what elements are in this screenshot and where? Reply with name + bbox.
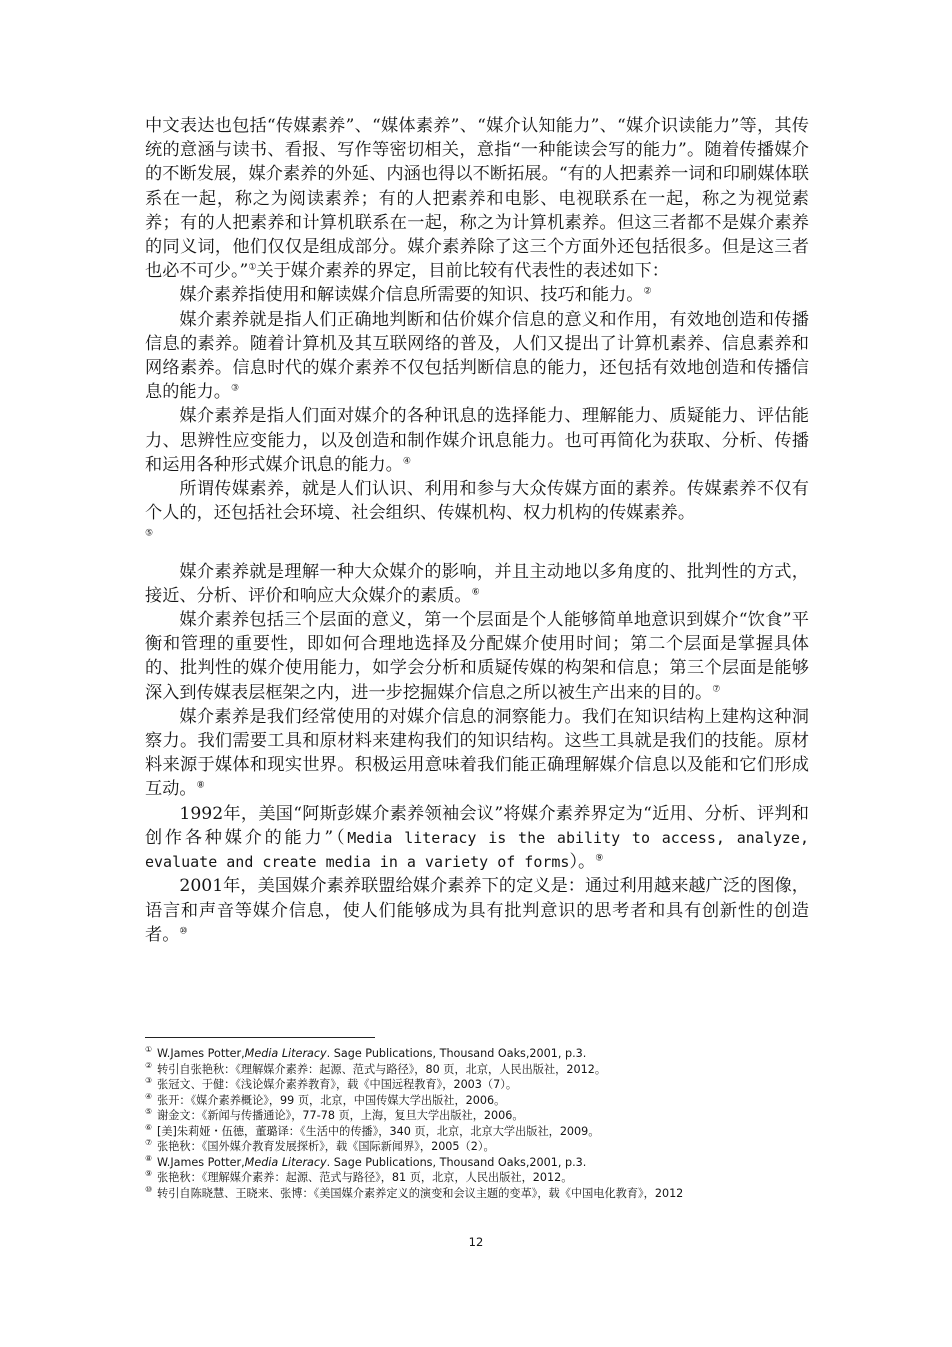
footnote: ② 转引自张艳秋：《理解媒介素养：起源、范式与路径》，80 页，北京，人民出版社，2012。 bbox=[145, 1060, 607, 1076]
definition-paragraph: 2001年，美国媒介素养联盟给媒介素养下的定义是：通过利用越来越广泛的图像，语言和声音等媒介信息，使人们能够成为具有批判意识的思考者和具有创新性的创造者。⑩ bbox=[145, 876, 809, 945]
footnote-ref-4[interactable]: ④ bbox=[402, 456, 411, 467]
footnote-ref-8[interactable]: ⑧ bbox=[196, 780, 205, 791]
footnote-ref-7[interactable]: ⑦ bbox=[712, 683, 721, 694]
footnote: ⑩ 转引自陈晓慧、王晓来、张博：《美国媒介素养定义的演变和会议主题的变革》，载《中国电化教育》，2012 bbox=[145, 1184, 684, 1200]
footnote-ref-2[interactable]: ② bbox=[643, 286, 652, 297]
footnote-ref-6[interactable]: ⑥ bbox=[471, 587, 480, 598]
definition-paragraph: 媒介素养是指人们面对媒介的各种讯息的选择能力、理解能力、质疑能力、评估能力、思辨性应变能力，以及创造和制作媒介讯息能力。也可再简化为获取、分析、传播和运用各种形式媒介讯息的能力。④ bbox=[145, 406, 809, 475]
definition-paragraph: 媒介素养包括三个层面的意义，第一个层面是个人能够简单地意识到媒介“饮食”平衡和管理的重要性，即如何合理地选择及分配媒介使用时间；第二个层面是掌握具体的、批判性的媒介使用能力，如学会分析和质疑传媒的构架和信息；第三个层面是能够深入到传媒表层框架之内，进一步挖掘媒介信息之所以被生产出来的目的。⑦ bbox=[145, 610, 809, 703]
footnote: ⑧ W.James Potter,Media Literacy. Sage Publications, Thousand Oaks,2001, p.3. bbox=[145, 1153, 587, 1169]
footnote: ① W.James Potter,Media Literacy. Sage Publications, Thousand Oaks,2001, p.3. bbox=[145, 1045, 587, 1060]
footnote: ⑦ 张艳秋：《国外媒介教育发展探析》，载《国际新闻界》，2005（2）。 bbox=[145, 1138, 495, 1153]
footnote-ref-10[interactable]: ⑩ bbox=[179, 925, 188, 936]
footnote-ref-9[interactable]: ⑨ bbox=[595, 853, 604, 864]
book-title: Media Literacy bbox=[244, 1047, 327, 1060]
footnote: ④ 张开：《媒介素养概论》，99 页，北京，中国传媒大学出版社，2006。 bbox=[145, 1091, 506, 1107]
footnote-ref-5[interactable]: ⑤ bbox=[145, 528, 154, 539]
definition-paragraph: 媒介素养指使用和解读媒介信息所需要的知识、技巧和能力。② bbox=[179, 285, 652, 306]
definition-paragraph: 所谓传媒素养，就是人们认识、利用和参与大众传媒方面的素养。传媒素养不仅有个人的，还包括社会环境、社会组织、传媒机构、权力机构的传媒素养。 ⑤ bbox=[145, 479, 809, 539]
definition-paragraph: 媒介素养就是理解一种大众媒介的影响，并且主动地以多角度的、批判性的方式，接近、分析、评价和响应大众媒介的素质。⑥ bbox=[145, 561, 809, 606]
footnote-ref-3[interactable]: ③ bbox=[230, 383, 240, 394]
footnote: ⑨ 张艳秋：《理解媒介素养：起源、范式与路径》，81 页，北京，人民出版社，2012。 bbox=[145, 1169, 573, 1184]
english-definition: Media literacy is the ability to access, analyze, evaluate and create media in a variety of forms bbox=[145, 828, 809, 872]
paragraph-intro: 中文表达也包括“传媒素养”、“媒体素养”、“媒介认知能力”、“媒介识读能力”等，其传统的意涵与读书、看报、写作等密切相关，意指“一种能读会写的能力”。随着传播媒介的不断发展，媒介素养的外延、内涵也得以不断拓展。“有的人把素养一词和印刷媒体联系在一起，称之为阅读素养；有的人把素养和电影、电视联系在一起，称之为视觉素养；有的人把素养和计算机联系在一起，称之为计算机素养。但这三者都不是媒介素养的同义词，他们仅仅是组成部分。媒介素养除了这三个方面外还包括很多。但是这三者也必不可少。”①关于媒介素养的界定，目前比较有代表性的表述如下： bbox=[145, 116, 809, 282]
definition-paragraph: 媒介素养就是指人们正确地判断和估价媒介信息的意义和作用，有效地创造和传播信息的素养。随着计算机及其互联网络的普及，人们又提出了计算机素养、信息素养和网络素养。信息时代的媒介素养不仅包括判断信息的能力，还包括有效地创造和传播信息的能力。③ bbox=[145, 309, 809, 403]
definition-paragraph: 1992年，美国“阿斯彭媒介素养领袖会议”将媒介素养界定为“近用、分析、评判和创作各种媒介的能力”（Media literacy is the ability to access, analyze, evaluate and create media in a variety of forms）。⑨ bbox=[145, 803, 809, 873]
definition-paragraph: 媒介素养是我们经常使用的对媒介信息的洞察能力。我们在知识结构上建构这种洞察力。我们需要工具和原材料来建构我们的知识结构。这些工具就是我们的技能。原材料来源于媒体和现实世界。积极运用意味着我们能正确理解媒介信息以及能和它们形成互动。⑧ bbox=[145, 706, 809, 800]
footnote: ⑥ [美]朱莉娅・伍德，董璐译：《生活中的传播》，340 页，北京，北京大学出版社，2009。 bbox=[145, 1122, 600, 1138]
footnote-separator bbox=[145, 1037, 375, 1038]
footnotes bbox=[145, 1046, 825, 1201]
footnote: ③ 张冠文、于健：《浅论媒介素养教育》，载《中国远程教育》，2003（7）。 bbox=[145, 1076, 518, 1091]
footnote-ref-1[interactable]: ① bbox=[248, 262, 257, 273]
book-title: Media Literacy bbox=[244, 1155, 327, 1169]
footnote: ⑤ 谢金文：《新闻与传播通论》，77-78 页，上海，复旦大学出版社，2006。 bbox=[145, 1107, 524, 1122]
body-text bbox=[145, 114, 809, 947]
page-number: 12 bbox=[468, 1235, 484, 1249]
